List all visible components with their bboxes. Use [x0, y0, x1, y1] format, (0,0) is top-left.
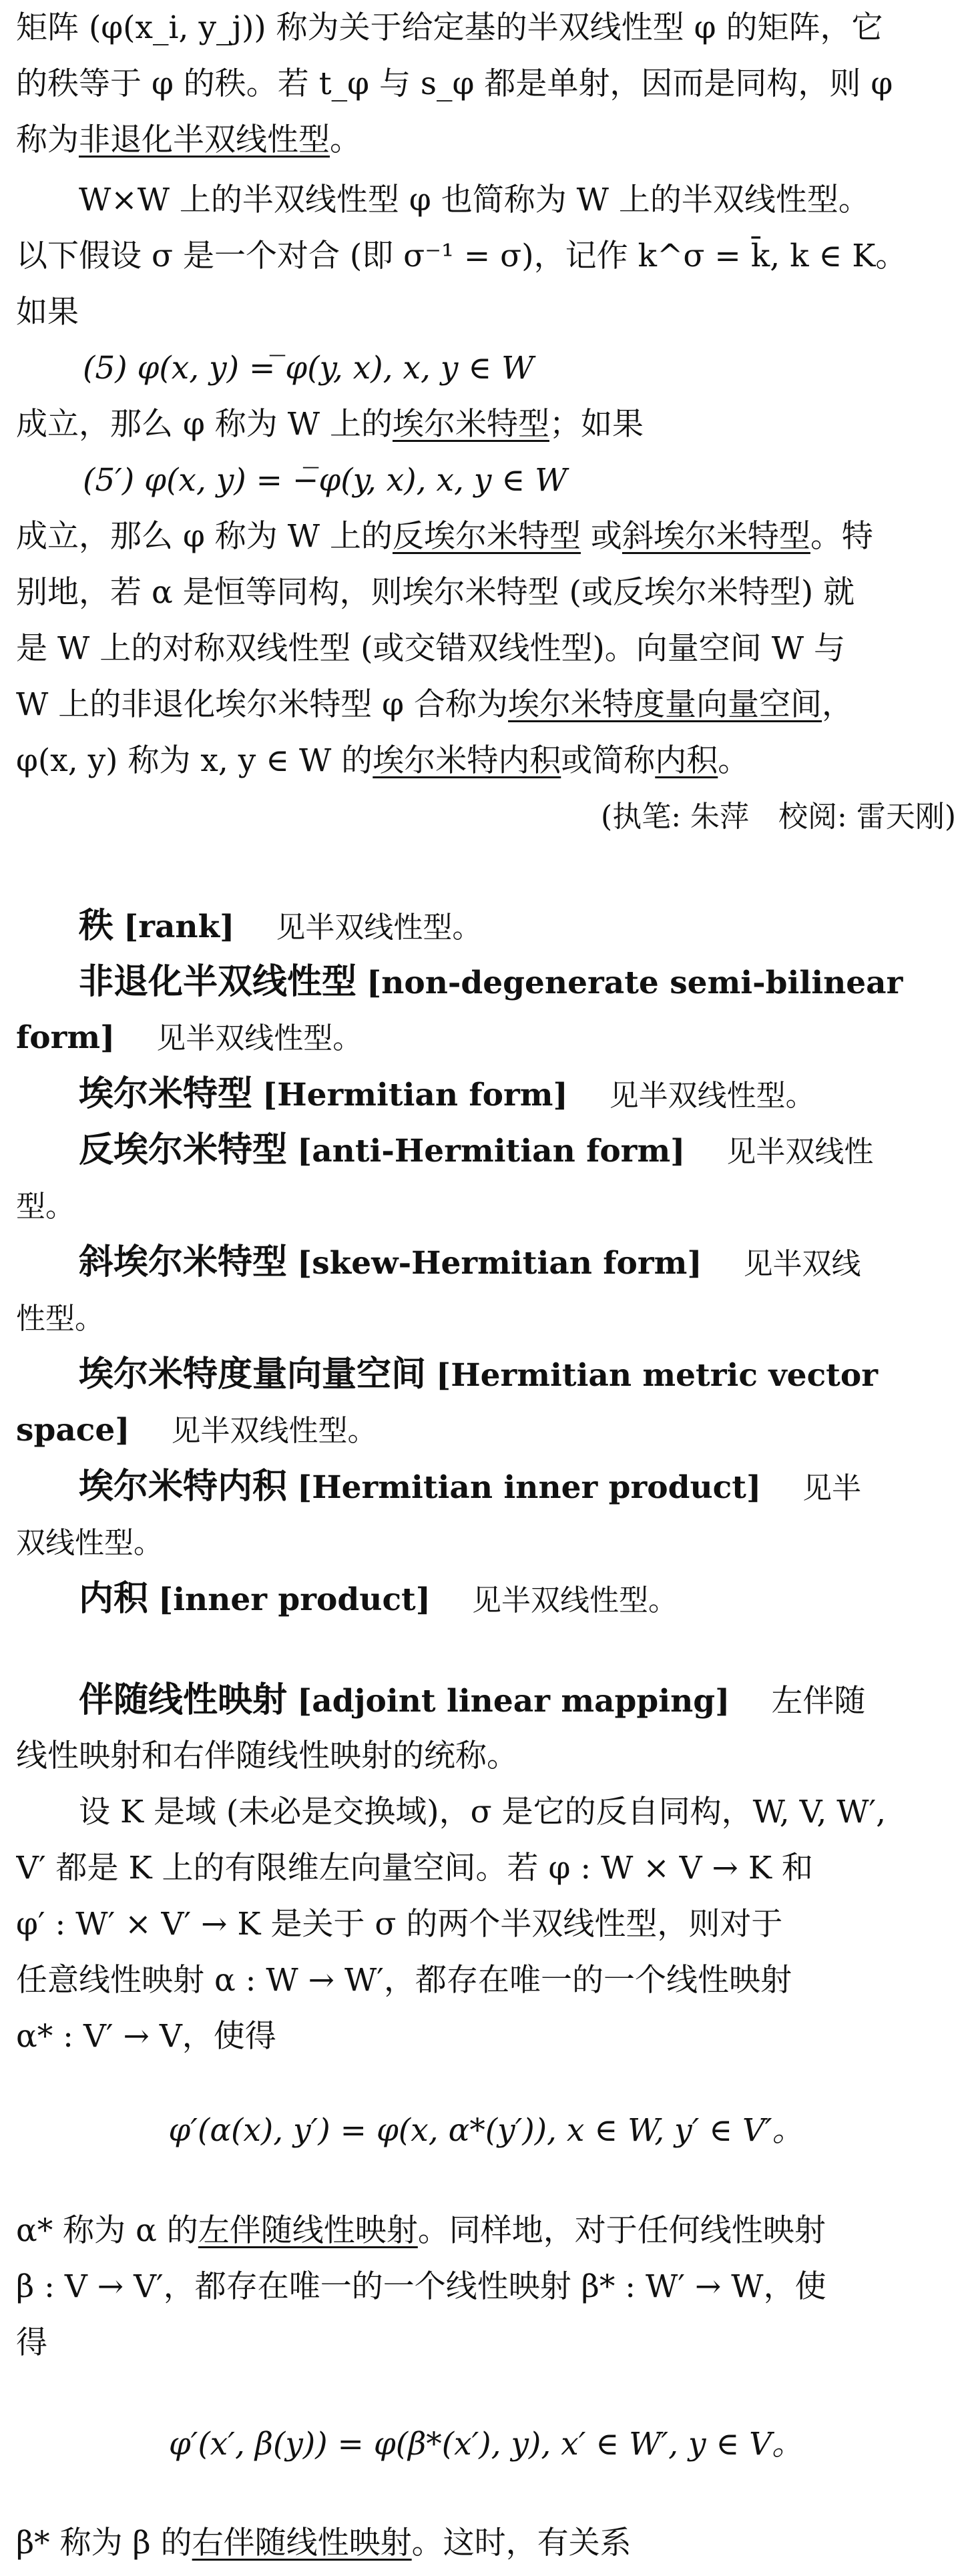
text-line: 别地，若 α 是恒等同构，则埃尔米特型 (或反埃尔米特型) 就: [16, 574, 855, 611]
text-line: [16, 1346, 956, 1402]
text-fragment: 左伴随: [771, 1683, 866, 1720]
xref-hermitian-form: [16, 1066, 956, 1122]
english-term: [adjoint linear mapping]: [296, 1683, 730, 1720]
text-fragment: 。这时，有关系: [411, 2525, 632, 2561]
adjoint-entry-head: [16, 1672, 956, 1784]
see-reference: 性型。: [16, 1302, 104, 1336]
defined-term: 右伴随线性映射: [192, 2525, 412, 2561]
text-line: 矩阵 (φ(x_i, y_j)) 称为关于给定基的半双线性型 φ 的矩阵，它: [16, 9, 883, 46]
text-line: [16, 112, 956, 168]
english-term: space]: [16, 1412, 130, 1449]
headword: 埃尔米特内积: [79, 1466, 288, 1507]
see-reference: 双线性型。: [16, 1526, 163, 1560]
defined-term: 非退化半双线性型: [79, 121, 330, 158]
text-line: 线性映射和右伴随线性映射的统称。: [16, 1738, 518, 1774]
headword: 埃尔米特度量向量空间: [79, 1354, 427, 1394]
defined-term: 反埃尔米特型: [392, 518, 581, 555]
formula: (5) φ(x, y) = ̅φ(y, x), x, y ∈ W: [83, 350, 534, 387]
text-line: [16, 1122, 956, 1178]
adjoint-paragraph-2: [16, 1784, 956, 2065]
text-line: [16, 2515, 956, 2571]
text-fragment: α* 称为 α 的: [16, 2212, 198, 2249]
text-fragment: ，: [822, 686, 854, 723]
text-line: 任意线性映射 α : W → W′，都存在唯一的一个线性映射: [16, 1962, 792, 1999]
xref-anti-hermitian: [16, 1122, 956, 1234]
defined-term: 内积: [655, 742, 718, 779]
after-eq5-line: [16, 397, 956, 453]
semi-bilinear-paragraph-2: [16, 172, 956, 340]
english-term: form]: [16, 1019, 115, 1056]
text-fragment: ；如果: [549, 406, 644, 443]
formula: (5′) φ(x, y) = −̅φ(y, x), x, y ∈ W: [83, 462, 567, 499]
see-reference: 型。: [16, 1190, 75, 1224]
headword: 秩: [79, 905, 114, 946]
text-line: [16, 397, 956, 453]
text-fragment: φ(x, y) 称为 x, y ∈ W 的: [16, 742, 373, 779]
see-reference: 见半双线性: [726, 1135, 874, 1169]
text-line: 是 W 上的对称双线性型 (或交错双线性型)。向量空间 W 与: [16, 630, 845, 667]
text-line: 以下假设 σ 是一个对合 (即 σ⁻¹ = σ)，记作 k^σ = k̄, k ∈ K。: [16, 238, 907, 274]
text-line: [16, 1402, 956, 1459]
see-reference: 见半双线: [743, 1247, 861, 1281]
see-reference: 见半双线性型。: [471, 1583, 678, 1617]
text-line: [16, 1571, 956, 1627]
text-line: [16, 509, 956, 565]
text-fragment: 成立，那么 φ 称为 W 上的: [16, 518, 393, 555]
defined-term: 埃尔米特内积: [373, 742, 561, 779]
xref-inner-product: [16, 1571, 956, 1627]
xref-hermitian-inner: [16, 1459, 956, 1571]
adjoint-equation-1: φ′(α(x), y′) = φ(x, α*(y′)), x ∈ W, y′ ∈ V′。: [168, 2112, 804, 2149]
headword: 反埃尔米特型: [79, 1129, 288, 1170]
text-line: φ′ : W′ × V′ → K 是关于 σ 的两个半双线性型，则对于: [16, 1906, 783, 1943]
headword: 埃尔米特型: [79, 1073, 253, 1114]
english-term: [inner product]: [158, 1581, 431, 1618]
xref-skew-hermitian: [16, 1234, 956, 1346]
text-line: [16, 733, 956, 789]
headword: 伴随线性映射: [79, 1680, 288, 1720]
text-line: α* : V′ → V，使得: [16, 2018, 276, 2055]
author-signature: (执笔: 朱萍 校阅: 雷天刚): [601, 800, 956, 834]
text-line: β : V → V′，都存在唯一的一个线性映射 β* : W′ → W，使: [16, 2268, 826, 2305]
text-line: [16, 954, 956, 1010]
see-reference: 见半双线性型。: [171, 1414, 377, 1448]
defined-term: 左伴随线性映射: [198, 2212, 418, 2249]
adjoint-paragraph-4: [16, 2515, 956, 2571]
xref-rank: [16, 898, 956, 954]
english-term: [non-degenerate semi-bilinear: [366, 965, 903, 1001]
text-line: [16, 1234, 956, 1290]
text-line: 设 K 是域 (未必是交换域)，σ 是它的反自同构，W, V, W′,: [79, 1794, 887, 1830]
headword: 斜埃尔米特型: [79, 1242, 288, 1282]
text-line: [16, 1672, 956, 1728]
text-line: 的秩等于 φ 的秩。若 t_φ 与 s_φ 都是单射，因而是同构，则 φ: [16, 65, 893, 102]
text-fragment: 。: [718, 742, 750, 779]
text-line: [16, 1515, 956, 1571]
semi-bilinear-paragraph-3: [16, 509, 956, 845]
adjoint-equation-2: φ′(x′, β(y)) = φ(β*(x′), y), x′ ∈ W′, y ∈ V。: [168, 2426, 804, 2463]
english-term: [skew-Hermitian form]: [296, 1245, 702, 1282]
headword: 内积: [79, 1578, 149, 1619]
defined-term: 埃尔米特度量向量空间: [508, 686, 822, 723]
english-term: [rank]: [123, 909, 235, 945]
text-fragment: β* 称为 β 的: [16, 2525, 192, 2561]
text-fragment: 。特: [810, 518, 873, 555]
see-reference: 见半双线性型。: [276, 911, 482, 945]
text-line: [16, 1066, 956, 1122]
text-line: [16, 677, 956, 733]
equation-5: [16, 340, 956, 397]
text-line: [16, 1290, 956, 1346]
see-reference: 见半双线性型。: [156, 1021, 362, 1055]
headword: 非退化半双线性型: [79, 961, 357, 1002]
text-line: 如果: [16, 294, 79, 330]
text-fragment: 或: [580, 518, 622, 555]
text-fragment: 或简称: [561, 742, 656, 779]
defined-term: 埃尔米特型: [392, 406, 549, 443]
text-fragment: W 上的非退化埃尔米特型 φ 合称为: [16, 686, 509, 723]
text-fragment: 。同样地，对于任何线性映射: [417, 2212, 826, 2249]
defined-term: 斜埃尔米特型: [622, 518, 810, 555]
text-line: V′ 都是 K 上的有限维左向量空间。若 φ : W × V → K 和: [16, 1850, 813, 1886]
see-reference: 见半: [802, 1471, 862, 1505]
semi-bilinear-paragraph-1: [16, 0, 956, 168]
text-fragment: 称为: [16, 121, 79, 158]
see-reference: 见半双线性型。: [609, 1079, 815, 1113]
equation-5-prime: [16, 453, 956, 509]
text-line: W×W 上的半双线性型 φ 也简称为 W 上的半双线性型。: [79, 182, 870, 218]
text-line: [16, 1459, 956, 1515]
text-fragment: 。: [330, 121, 361, 158]
text-fragment: 成立，那么 φ 称为 W 上的: [16, 406, 393, 443]
english-term: [anti-Hermitian form]: [296, 1133, 686, 1170]
adjoint-paragraph-3: [16, 2203, 956, 2371]
text-line: 得: [16, 2324, 47, 2361]
text-line: [16, 898, 956, 954]
text-line: [16, 1010, 956, 1066]
english-term: [Hermitian inner product]: [296, 1469, 762, 1506]
text-line: [16, 1178, 956, 1234]
xref-non-degenerate: [16, 954, 956, 1066]
english-term: [Hermitian form]: [262, 1077, 568, 1113]
text-line: [16, 2203, 956, 2259]
xref-hermitian-metric: [16, 1346, 956, 1459]
english-term: [Hermitian metric vector: [435, 1357, 879, 1394]
